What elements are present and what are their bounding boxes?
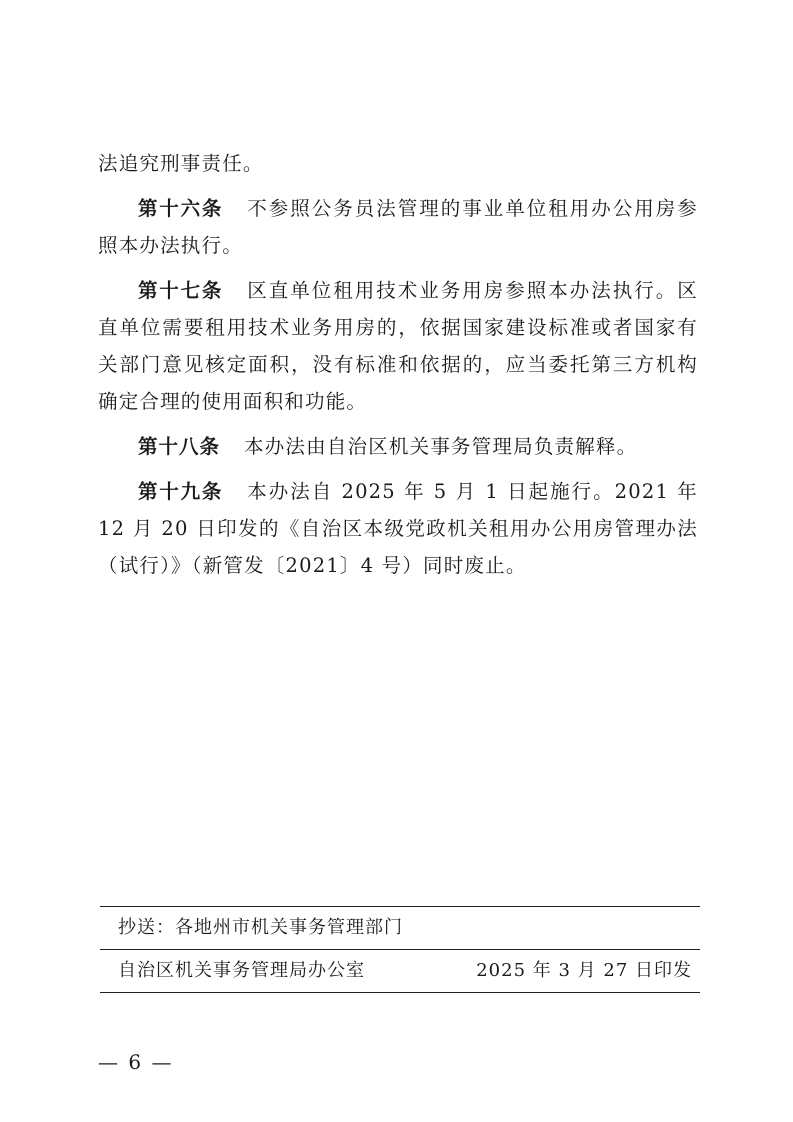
article-title: 第十七条	[138, 279, 224, 302]
article-text: 不参照公务员法管理的事业单位租用办公用房参照本办法执行。	[98, 197, 698, 257]
page-number: — 6 —	[98, 1050, 174, 1074]
article-16	[98, 190, 698, 264]
article-title: 第十六条	[138, 197, 224, 220]
article-17	[98, 272, 698, 420]
article-19	[98, 473, 698, 584]
issuer-line	[100, 950, 700, 992]
cc-line: 抄送：各地州市机关事务管理部门	[118, 917, 403, 938]
article-text: 本办法由自治区机关事务管理局负责解释。	[244, 435, 638, 458]
article-title: 第十八条	[138, 435, 221, 458]
issuer-name: 自治区机关事务管理局办公室	[118, 960, 365, 981]
footer-bottom-rule	[100, 992, 700, 993]
article-title: 第十九条	[138, 480, 224, 503]
article-text: 区直单位租用技术业务用房参照本办法执行。区直单位需要租用技术业务用房的，依据国家建设标准或者国家有关部门意见核定面积，没有标准和依据的，应当委托第三方机构确定合理的使用面积和功能。	[98, 279, 698, 413]
document-footer	[100, 906, 700, 993]
issue-date: 2025 年 3 月 27 日印发	[476, 960, 692, 981]
article-18	[98, 428, 698, 465]
article-text: 本办法自 2025 年 5 月 1 日起施行。2021 年 12 月 20 日印发的《自治区本级党政机关租用办公用房管理办法（试行）》（新管发〔2021〕4 号）同时废止。	[98, 480, 698, 577]
continuation-paragraph: 法追究刑事责任。	[98, 152, 264, 175]
document-body	[98, 145, 698, 592]
